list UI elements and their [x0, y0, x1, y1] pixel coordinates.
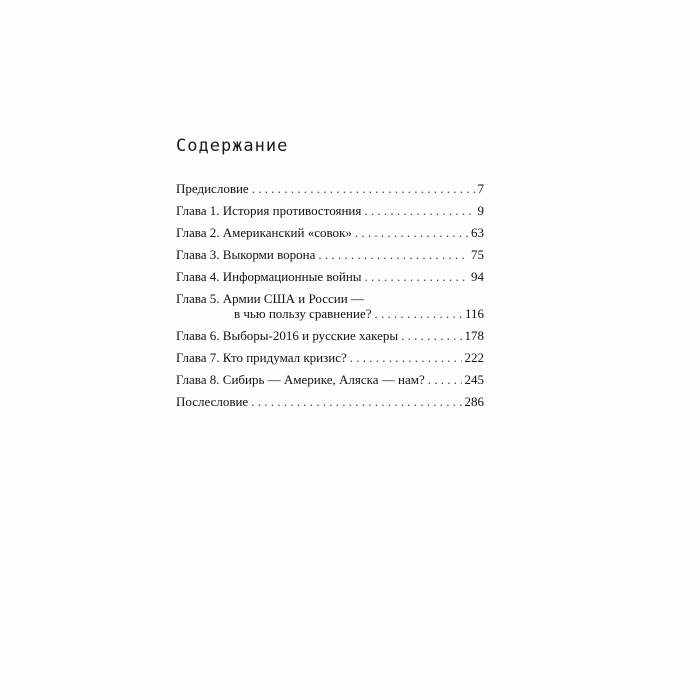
toc-entry-preface — [176, 181, 484, 196]
toc-entry-label: Глава 7. Кто придумал кризис? — [176, 350, 347, 365]
toc-entry-afterword — [176, 394, 484, 409]
toc-entry-label-line1: Глава 5. Армии США и России — — [176, 291, 364, 306]
table-of-contents — [176, 181, 484, 416]
toc-entry-chapter-8 — [176, 372, 484, 387]
dot-leader — [251, 394, 461, 409]
toc-entry-page: 286 — [464, 394, 484, 409]
toc-entry-page: 116 — [464, 306, 484, 321]
toc-entry-chapter-5 — [176, 291, 484, 321]
toc-entry-label: Глава 8. Сибирь — Америке, Аляска — нам? — [176, 372, 425, 387]
dot-leader — [365, 269, 468, 284]
toc-entry-page: 7 — [477, 181, 484, 196]
toc-entry-page: 63 — [471, 225, 484, 240]
toc-entry-label: Глава 4. Информационные войны — [176, 269, 362, 284]
toc-entry-label: Глава 6. Выборы-2016 и русские хакеры — [176, 328, 399, 343]
toc-entry-label: Глава 1. История противостояния — [176, 203, 362, 218]
dot-leader — [375, 306, 462, 321]
toc-entry-chapter-4 — [176, 269, 484, 284]
toc-entry-label: Глава 2. Американский «совок» — [176, 225, 352, 240]
dot-leader — [364, 203, 474, 218]
toc-entry-label: Предисловие — [176, 181, 249, 196]
toc-entry-chapter-7 — [176, 350, 484, 365]
toc-entry-chapter-2 — [176, 225, 484, 240]
dot-leader — [428, 372, 462, 387]
toc-entry-chapter-1 — [176, 203, 484, 218]
toc-entry-page: 9 — [477, 203, 484, 218]
toc-entry-label: Послесловие — [176, 394, 249, 409]
dot-leader — [355, 225, 468, 240]
toc-entry-page: 222 — [464, 350, 484, 365]
toc-title: Содержание — [176, 136, 289, 156]
dot-leader — [318, 247, 468, 262]
dot-leader — [350, 350, 462, 365]
dot-leader — [252, 181, 475, 196]
dot-leader — [401, 328, 461, 343]
toc-entry-page: 94 — [471, 269, 484, 284]
toc-entry-page: 75 — [471, 247, 484, 262]
toc-entry-label: Глава 3. Выкорми ворона — [176, 247, 316, 262]
toc-entry-label — [176, 291, 372, 321]
toc-entry-page: 178 — [464, 328, 484, 343]
toc-entry-page: 245 — [464, 372, 484, 387]
toc-entry-label-line2: в чью пользу сравнение? — [234, 306, 372, 321]
toc-entry-chapter-6 — [176, 328, 484, 343]
toc-entry-chapter-3 — [176, 247, 484, 262]
